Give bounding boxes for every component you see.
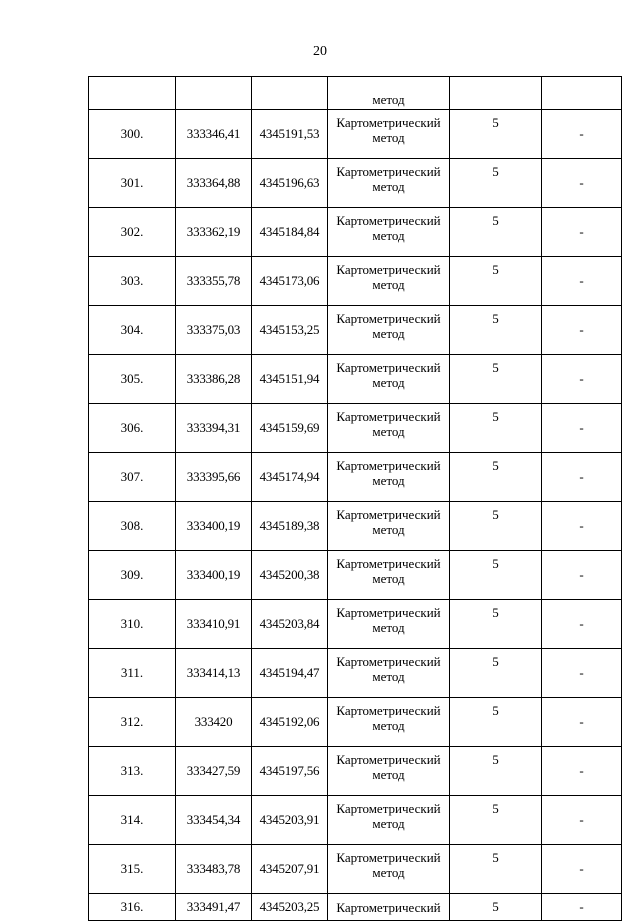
cell-number: 311. (89, 649, 176, 698)
cell-accuracy: 5 (450, 845, 542, 894)
cell-description: - (542, 502, 622, 551)
cell-y: 4345159,69 (252, 404, 328, 453)
cell-method (328, 404, 450, 453)
table-row (89, 747, 622, 796)
cell-y: 4345203,84 (252, 600, 328, 649)
table-row-continued (89, 77, 622, 110)
cell-x: 333491,47 (176, 894, 252, 921)
cell-method (328, 845, 450, 894)
method-line-1: Картометрический (336, 752, 441, 767)
cell-number: 310. (89, 600, 176, 649)
cell-accuracy: 5 (450, 649, 542, 698)
method-line-1: Картометрический (336, 115, 441, 130)
cell-accuracy (450, 77, 542, 110)
table-row (89, 306, 622, 355)
table-row (89, 600, 622, 649)
cell-y: 4345203,25 (252, 894, 328, 921)
method-line-1: Картометрический (336, 409, 441, 424)
cell-description: - (542, 159, 622, 208)
cell-accuracy: 5 (450, 208, 542, 257)
cell-x: 333420 (176, 698, 252, 747)
cell-method (328, 698, 450, 747)
cell-x: 333454,34 (176, 796, 252, 845)
cell-x: 333394,31 (176, 404, 252, 453)
cell-method: Картометрический (328, 894, 450, 921)
cell-method (328, 502, 450, 551)
cell-description: - (542, 110, 622, 159)
method-line-2: метод (372, 228, 405, 243)
cell-description: - (542, 257, 622, 306)
cell-description: - (542, 796, 622, 845)
cell-x: 333346,41 (176, 110, 252, 159)
cell-y: 4345192,06 (252, 698, 328, 747)
cell-method (328, 257, 450, 306)
cell-accuracy: 5 (450, 502, 542, 551)
method-line-1: Картометрический (336, 360, 441, 375)
cell-method (328, 453, 450, 502)
cell-number: 303. (89, 257, 176, 306)
cell-number: 315. (89, 845, 176, 894)
cell-method: метод (328, 77, 450, 110)
cell-method (328, 110, 450, 159)
cell-x: 333375,03 (176, 306, 252, 355)
cell-x: 333362,19 (176, 208, 252, 257)
cell-y: 4345151,94 (252, 355, 328, 404)
table-row-last (89, 894, 622, 921)
cell-number: 308. (89, 502, 176, 551)
cell-x: 333400,19 (176, 551, 252, 600)
cell-x: 333410,91 (176, 600, 252, 649)
cell-x: 333414,13 (176, 649, 252, 698)
cell-y: 4345196,63 (252, 159, 328, 208)
cell-method (328, 159, 450, 208)
cell-y: 4345173,06 (252, 257, 328, 306)
cell-accuracy: 5 (450, 355, 542, 404)
cell-accuracy: 5 (450, 747, 542, 796)
table-row (89, 355, 622, 404)
cell-description: - (542, 698, 622, 747)
cell-x (176, 77, 252, 110)
table-row (89, 502, 622, 551)
cell-accuracy: 5 (450, 257, 542, 306)
table-row (89, 257, 622, 306)
method-line-1: Картометрический (336, 458, 441, 473)
cell-description: - (542, 404, 622, 453)
cell-y: 4345153,25 (252, 306, 328, 355)
cell-number: 313. (89, 747, 176, 796)
cell-number (89, 77, 176, 110)
cell-description (542, 77, 622, 110)
cell-number: 300. (89, 110, 176, 159)
cell-x: 333386,28 (176, 355, 252, 404)
cell-number: 307. (89, 453, 176, 502)
cell-description: - (542, 649, 622, 698)
method-line-2: метод (372, 375, 405, 390)
cell-x: 333400,19 (176, 502, 252, 551)
method-line-1: Картометрический (336, 556, 441, 571)
cell-y: 4345200,38 (252, 551, 328, 600)
cell-description: - (542, 747, 622, 796)
method-line-2: метод (372, 326, 405, 341)
cell-y: 4345194,47 (252, 649, 328, 698)
cell-x: 333364,88 (176, 159, 252, 208)
cell-y: 4345197,56 (252, 747, 328, 796)
cell-number: 301. (89, 159, 176, 208)
table-row (89, 404, 622, 453)
cell-description: - (542, 208, 622, 257)
method-line-2: метод (372, 571, 405, 586)
method-line-2: метод (372, 522, 405, 537)
method-line-1: Картометрический (336, 213, 441, 228)
cell-description: - (542, 355, 622, 404)
cell-accuracy: 5 (450, 551, 542, 600)
cell-accuracy: 5 (450, 600, 542, 649)
cell-description: - (542, 845, 622, 894)
page-number: 20 (313, 44, 327, 59)
table-row (89, 649, 622, 698)
table-row (89, 453, 622, 502)
cell-y: 4345203,91 (252, 796, 328, 845)
cell-description: - (542, 551, 622, 600)
method-line-2: метод (372, 718, 405, 733)
method-line-1: Картометрический (336, 605, 441, 620)
cell-y: 4345207,91 (252, 845, 328, 894)
cell-y: 4345174,94 (252, 453, 328, 502)
cell-accuracy: 5 (450, 404, 542, 453)
cell-number: 312. (89, 698, 176, 747)
cell-y (252, 77, 328, 110)
method-line-2: метод (372, 473, 405, 488)
method-line-2: метод (372, 767, 405, 782)
method-line-2: метод (372, 179, 405, 194)
cell-accuracy: 5 (450, 453, 542, 502)
cell-method (328, 208, 450, 257)
cell-number: 302. (89, 208, 176, 257)
table-row (89, 551, 622, 600)
cell-method (328, 551, 450, 600)
table-row (89, 698, 622, 747)
coordinates-table (88, 76, 622, 921)
cell-accuracy: 5 (450, 110, 542, 159)
method-line-1: Картометрический (336, 507, 441, 522)
method-line-2: метод (372, 277, 405, 292)
cell-number: 316. (89, 894, 176, 921)
cell-method (328, 306, 450, 355)
method-line-1: Картометрический (336, 654, 441, 669)
cell-accuracy: 5 (450, 159, 542, 208)
method-line-1: Картометрический (336, 703, 441, 718)
method-line-2: метод (372, 669, 405, 684)
cell-description: - (542, 600, 622, 649)
method-line-1: Картометрический (336, 850, 441, 865)
cell-y: 4345184,84 (252, 208, 328, 257)
cell-accuracy: 5 (450, 796, 542, 845)
method-line-2: метод (372, 865, 405, 880)
cell-accuracy: 5 (450, 306, 542, 355)
cell-number: 314. (89, 796, 176, 845)
table-body (89, 77, 622, 921)
cell-x: 333427,59 (176, 747, 252, 796)
method-line-2: метод (372, 424, 405, 439)
cell-method (328, 355, 450, 404)
cell-method (328, 600, 450, 649)
method-line-1: Картометрический (336, 164, 441, 179)
method-line-2: метод (372, 130, 405, 145)
cell-y: 4345189,38 (252, 502, 328, 551)
cell-x: 333355,78 (176, 257, 252, 306)
cell-number: 306. (89, 404, 176, 453)
table-row (89, 845, 622, 894)
method-line-1: Картометрический (336, 801, 441, 816)
cell-number: 305. (89, 355, 176, 404)
cell-number: 309. (89, 551, 176, 600)
cell-y: 4345191,53 (252, 110, 328, 159)
method-line-1: Картометрический (336, 311, 441, 326)
method-line-1: Картометрический (336, 262, 441, 277)
cell-method (328, 649, 450, 698)
table-row (89, 110, 622, 159)
table-row (89, 208, 622, 257)
table-row (89, 796, 622, 845)
cell-method (328, 796, 450, 845)
cell-description: - (542, 894, 622, 921)
cell-x: 333395,66 (176, 453, 252, 502)
cell-method (328, 747, 450, 796)
method-line-2: метод (372, 620, 405, 635)
cell-description: - (542, 453, 622, 502)
method-line-2: метод (372, 816, 405, 831)
cell-accuracy: 5 (450, 698, 542, 747)
cell-description: - (542, 306, 622, 355)
cell-accuracy: 5 (450, 894, 542, 921)
table-row (89, 159, 622, 208)
cell-number: 304. (89, 306, 176, 355)
cell-x: 333483,78 (176, 845, 252, 894)
